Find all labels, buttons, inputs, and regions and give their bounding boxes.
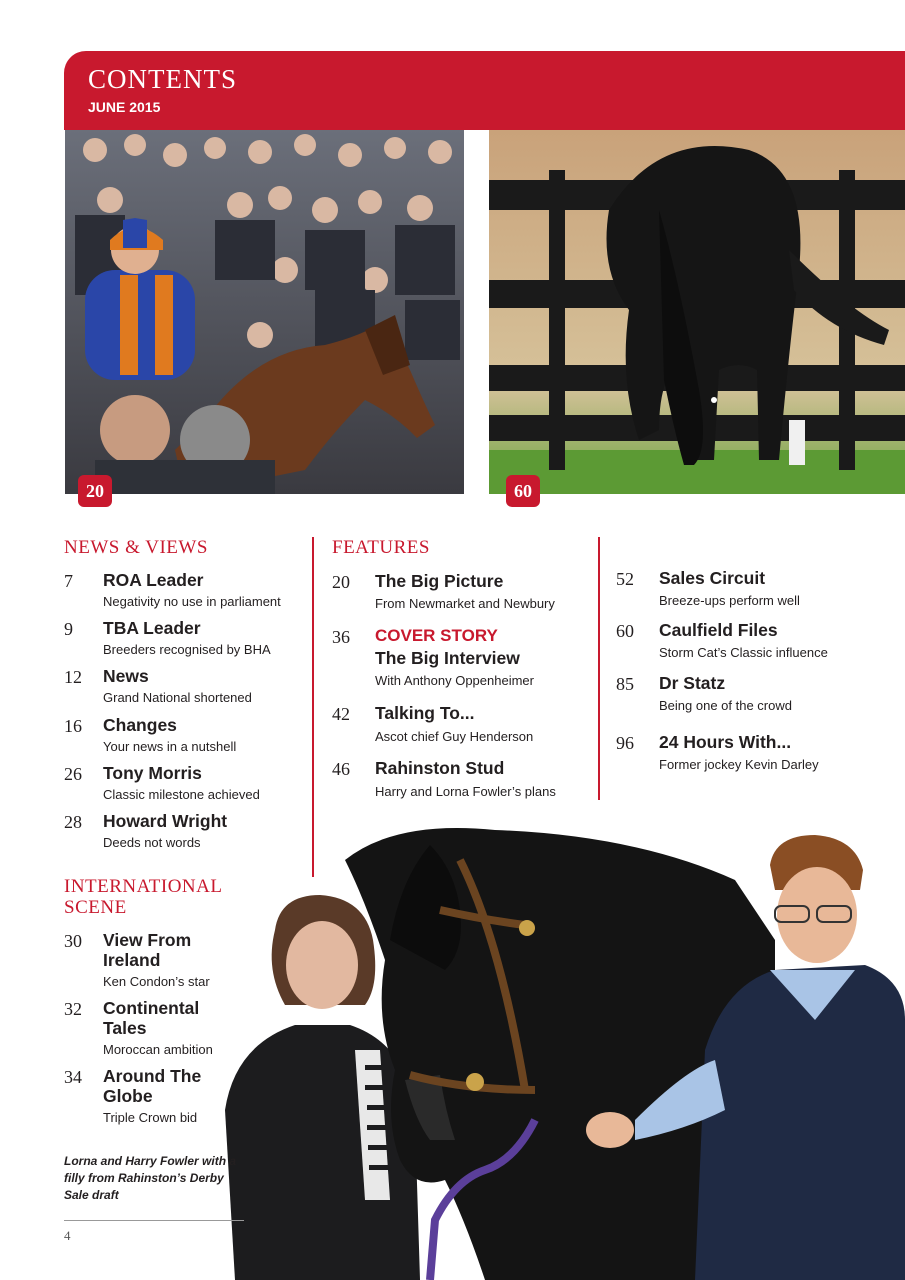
- entry-subtitle: Former jockey Kevin Darley: [659, 757, 819, 772]
- page-number: 28: [64, 812, 82, 832]
- photo-caption: Lorna and Harry Fowler with a filly from Rahinston’s Derby Sale draft: [64, 1154, 237, 1202]
- footer-rule: [64, 1220, 244, 1221]
- entry-title: Dr Statz: [659, 673, 726, 693]
- section-heading-news-views: NEWS & VIEWS: [64, 537, 208, 558]
- entry-subtitle: Grand National shortened: [103, 690, 252, 705]
- heading-line: INTERNATIONAL: [64, 876, 223, 897]
- entry-subtitle: Your news in a nutshell: [103, 739, 237, 754]
- page-title: CONTENTS: [88, 64, 237, 94]
- entry-title: TBA Leader: [103, 618, 201, 638]
- page-number: 32: [64, 999, 82, 1019]
- entry-subtitle: Breeze-ups perform well: [659, 593, 800, 608]
- entry-subtitle: Ken Condon’s star: [103, 974, 210, 989]
- entry-title-line2: Globe: [103, 1086, 153, 1106]
- page-number: 36: [332, 627, 350, 647]
- entry-title: The Big Interview: [375, 648, 520, 668]
- entry-title-line1: Around The: [103, 1066, 202, 1086]
- page-number: 60: [616, 621, 634, 641]
- entry-title: ROA Leader: [103, 570, 204, 590]
- entry-title: 24 Hours With...: [659, 732, 792, 752]
- page-number: 16: [64, 716, 82, 736]
- page-folio: 4: [64, 1228, 71, 1243]
- fowlers-with-filly-photo: [215, 820, 905, 1280]
- page-number: 46: [332, 759, 350, 779]
- page-badge-60: 60: [506, 475, 540, 507]
- page-number: 30: [64, 931, 82, 951]
- page-number: 42: [332, 704, 350, 724]
- entry-title-line2: Ireland: [103, 950, 161, 970]
- page-number: 96: [616, 733, 634, 753]
- entry-title: Tony Morris: [103, 763, 202, 783]
- jockey-crowd-photo: [65, 130, 464, 494]
- page-number: 52: [616, 569, 634, 589]
- entry-subtitle: Deeds not words: [103, 835, 201, 850]
- entry-title: News: [103, 666, 149, 686]
- page-number: 9: [64, 619, 73, 639]
- page-number: 7: [64, 571, 73, 591]
- entry-title: Talking To...: [375, 703, 475, 723]
- entry-subtitle: Breeders recognised by BHA: [103, 642, 271, 657]
- entry-subtitle: Moroccan ambition: [103, 1042, 213, 1057]
- entry-subtitle: Triple Crown bid: [103, 1110, 198, 1125]
- entry-subtitle: From Newmarket and Newbury: [375, 596, 555, 611]
- entry-title: Changes: [103, 715, 177, 735]
- entry-title: The Big Picture: [375, 571, 504, 591]
- entry-title: Caulfield Files: [659, 620, 778, 640]
- entry-title: Sales Circuit: [659, 568, 766, 588]
- entry-subtitle: Being one of the crowd: [659, 698, 792, 713]
- page-number: 34: [64, 1067, 82, 1087]
- entry-subtitle: With Anthony Oppenheimer: [375, 673, 534, 688]
- grazing-horse-photo: [489, 130, 905, 494]
- page-number: 12: [64, 667, 82, 687]
- entry-subtitle: Classic milestone achieved: [103, 787, 260, 802]
- entry-subtitle: Harry and Lorna Fowler’s plans: [375, 784, 556, 799]
- page-number: 20: [332, 572, 350, 592]
- entry-title-line1: Continental: [103, 998, 200, 1018]
- entry-title-line2: Tales: [103, 1018, 147, 1038]
- entry-title: Rahinston Stud: [375, 758, 505, 778]
- page-number: 85: [616, 674, 634, 694]
- entry-subtitle: Ascot chief Guy Henderson: [375, 729, 534, 744]
- section-heading-international: [64, 876, 222, 918]
- entry-title-line1: View From: [103, 930, 192, 950]
- entry-title: Howard Wright: [103, 811, 228, 831]
- page-number: 26: [64, 764, 82, 784]
- entry-subtitle: Storm Cat’s Classic influence: [659, 645, 828, 660]
- page-badge-20: 20: [78, 475, 112, 507]
- section-heading-features: FEATURES: [332, 537, 430, 558]
- entry-subtitle: Negativity no use in parliament: [103, 594, 281, 609]
- issue-date: JUNE 2015: [88, 99, 161, 115]
- heading-line: SCENE: [64, 897, 127, 918]
- cover-story-kicker: COVER STORY: [375, 626, 498, 645]
- column-divider-right: [598, 537, 600, 800]
